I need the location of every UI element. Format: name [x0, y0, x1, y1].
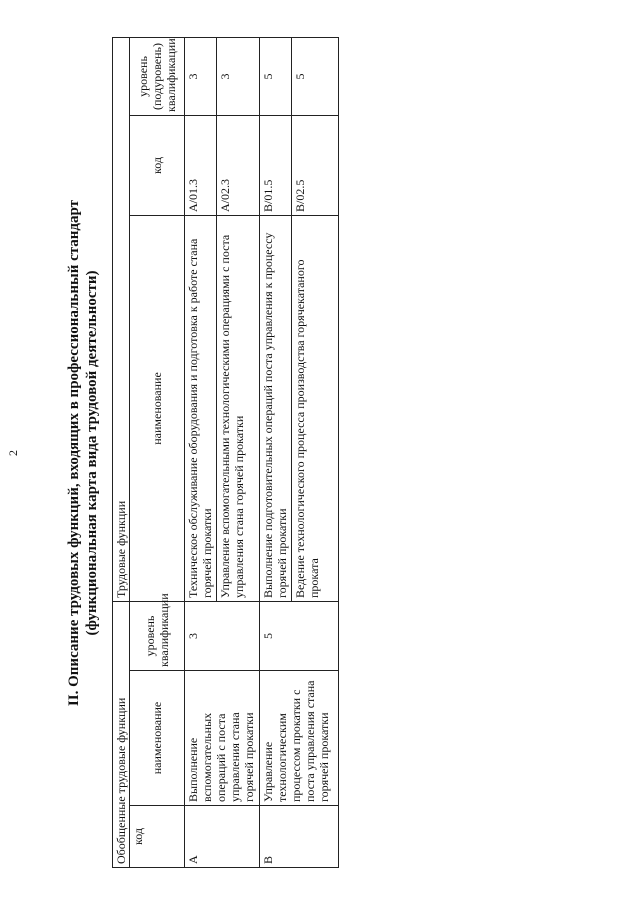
tf-level-cell: 3: [185, 37, 217, 115]
gf-code-cell: A: [185, 806, 260, 868]
tf-code-cell: A/01.3: [185, 115, 217, 215]
page-number: 2: [6, 450, 20, 456]
table-row: [185, 37, 217, 867]
tf-name-cell: Ведение технологического процесса производства горячекатаного проката: [292, 215, 339, 601]
gf-name-cell: Управление технологическим процессом прокатки с поста управления стана горячей прокатки: [260, 671, 339, 806]
tf-name-cell: Выполнение подготовительных операций поста управления к процессу горячей прокатки: [260, 215, 292, 601]
col-tf-code: код: [130, 115, 185, 215]
group-header-row: [113, 37, 130, 867]
section-title: II. Описание трудовых функций, входящих в профессиональный стандарт: [66, 199, 82, 707]
gf-level-cell: 3: [185, 601, 260, 670]
tf-name-cell: Техническое обслуживание оборудования и подготовка к работе стана горячей прокатки: [185, 215, 217, 601]
tf-level-cell: 5: [292, 37, 339, 115]
gf-code-cell: B: [260, 806, 339, 868]
table-row: [260, 37, 292, 867]
labor-functions-header: Трудовые функции: [113, 37, 130, 601]
tf-code-cell: A/02.3: [217, 115, 260, 215]
column-header-row: [130, 37, 185, 867]
gf-level-cell: 5: [260, 601, 339, 670]
tf-code-cell: B/02.5: [292, 115, 339, 215]
col-name: наименование: [130, 671, 185, 806]
tf-level-cell: 5: [260, 37, 292, 115]
functional-map-table: [112, 37, 339, 868]
col-qual-level: уровень квалификации: [130, 601, 185, 670]
col-code: код: [130, 806, 185, 868]
section-subtitle: (функциональная карта вида трудовой деятельности): [84, 270, 100, 636]
rotated-page: [0, 38, 640, 868]
gf-name-cell: Выполнение вспомогательных операций с поста управления стана горячей прокатки: [185, 671, 260, 806]
generalized-functions-header: Обобщенные трудовые функции: [113, 601, 130, 867]
tf-name-cell: Управление вспомогательными технологическими операциями с поста управления стана горячей прокатки: [217, 215, 260, 601]
tf-code-cell: B/01.5: [260, 115, 292, 215]
col-tf-level: уровень (подуровень) квалификации: [130, 37, 185, 115]
tf-level-cell: 3: [217, 37, 260, 115]
col-tf-name: наименование: [130, 215, 185, 601]
